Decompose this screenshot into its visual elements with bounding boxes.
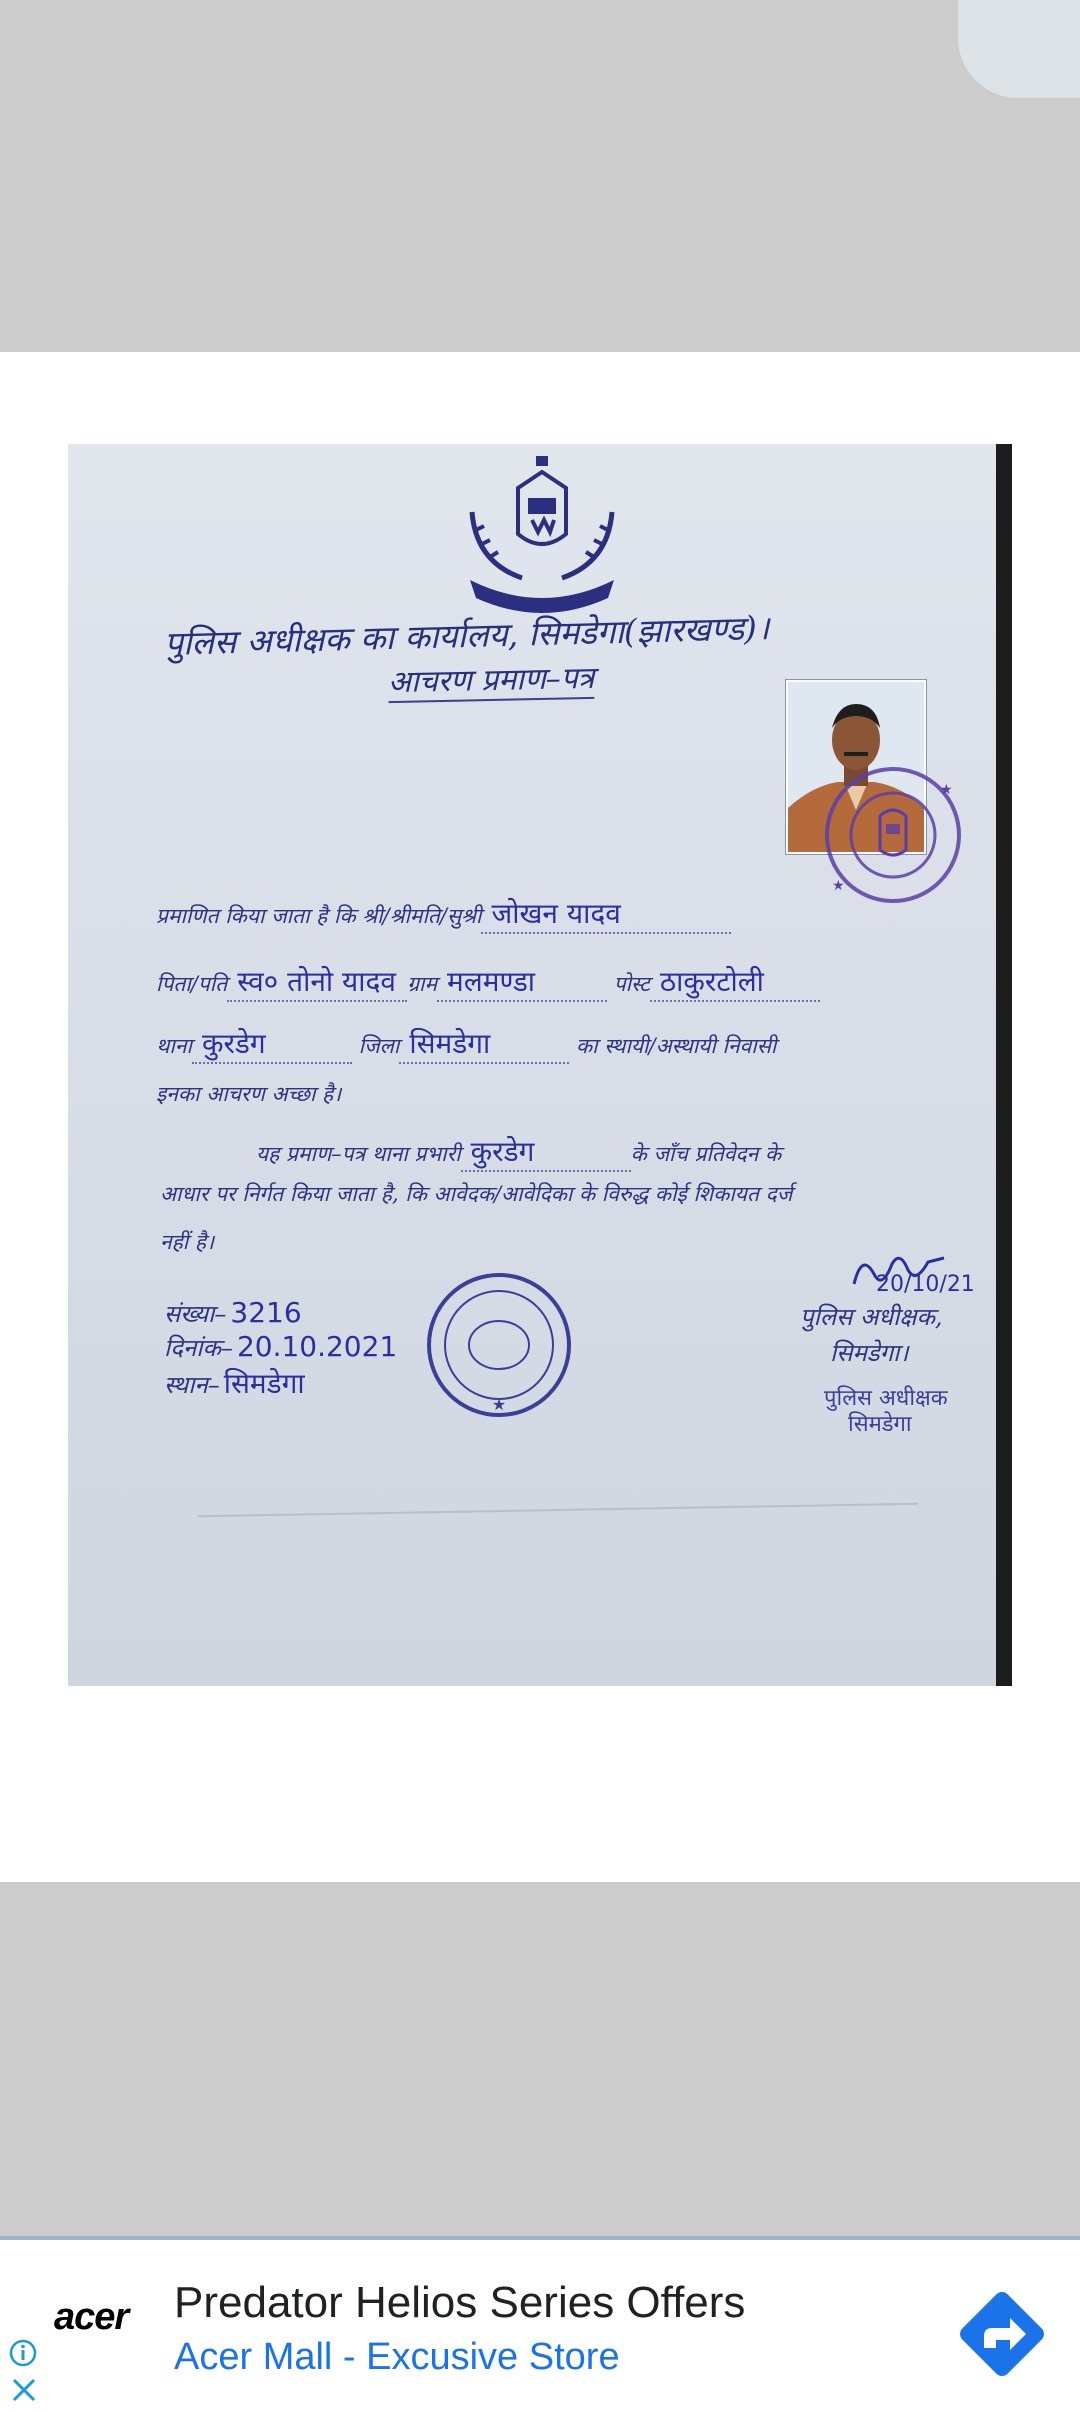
close-icon[interactable] <box>10 2376 38 2404</box>
number-label: संख्या– <box>164 1300 227 1328</box>
svg-text:★: ★ <box>940 782 953 798</box>
svg-text:★: ★ <box>491 1395 507 1414</box>
certify-line <box>156 894 731 934</box>
residence-suffix: का स्थायी/अस्थायी निवासी <box>576 1034 777 1058</box>
village-name: मलमण्डा <box>437 962 607 1002</box>
number-value: 3216 <box>230 1296 302 1329</box>
thana-name: कुरडेग <box>192 1024 352 1064</box>
father-name: स्व० तोनो यादव <box>227 962 407 1002</box>
report-prefix: यह प्रमाण–पत्र थाना प्रभारी <box>256 1142 461 1166</box>
no-complaint-line: नहीं है। <box>160 1230 215 1254</box>
ad-banner[interactable] <box>0 2236 1080 2412</box>
place-row <box>164 1364 309 1402</box>
place-value: सिमडेगा <box>223 1367 305 1400</box>
document-image <box>68 444 1012 1686</box>
district-name: सिमडेगा <box>399 1024 569 1064</box>
office-seal-icon <box>822 764 964 906</box>
office-title: पुलिस अधीक्षक का कार्यालय, सिमडेगा(झारखण्ड)। <box>163 608 770 663</box>
date-value: 20.10.2021 <box>236 1330 398 1363</box>
signatory-place: सिमडेगा। <box>830 1339 909 1367</box>
svg-text:★: ★ <box>832 878 845 894</box>
ad-subtitle[interactable]: Acer Mall - Excusive Store <box>174 2336 620 2378</box>
police-emblem-icon <box>432 452 652 622</box>
info-icon[interactable] <box>8 2338 38 2368</box>
bottom-gray-band <box>0 1882 1080 2238</box>
applicant-name: जोखन यादव <box>481 894 731 934</box>
brand-logo: acer <box>54 2296 129 2338</box>
certificate-title: आचरण प्रमाण–पत्र <box>388 656 595 703</box>
residence-line <box>156 1024 776 1064</box>
top-gray-band <box>0 0 1080 352</box>
district-label: जिला <box>358 1034 400 1058</box>
date-label: दिनांक– <box>164 1334 233 1362</box>
certify-prefix: प्रमाणित किया जाता है कि श्री/श्रीमति/सुश्री <box>156 904 482 928</box>
report-suffix: के जाँच प्रतिवेदन के <box>630 1142 782 1166</box>
round-seal-icon <box>424 1270 574 1420</box>
parent-line <box>156 962 820 1002</box>
stamp-place: सिमडेगा <box>848 1412 912 1437</box>
number-row <box>164 1296 306 1330</box>
post-label: पोस्ट <box>613 972 650 996</box>
directions-arrow-icon[interactable] <box>956 2288 1048 2380</box>
village-label: ग्राम <box>407 972 438 996</box>
certificate-paper <box>68 444 996 1686</box>
paper-crease <box>198 1503 918 1518</box>
signatory-title: पुलिस अधीक्षक, <box>800 1303 943 1331</box>
father-label: पिता/पति <box>156 972 228 996</box>
report-line <box>256 1132 781 1172</box>
stamp-title: पुलिस अधीक्षक <box>824 1386 948 1411</box>
signature-date: 20/10/21 <box>876 1272 975 1297</box>
issue-line: आधार पर निर्गत किया जाता है, कि आवेदक/आवेदिका के विरुद्ध कोई शिकायत दर्ज <box>160 1182 793 1206</box>
conduct-line: इनका आचरण अच्छा है। <box>156 1082 342 1106</box>
date-row <box>164 1330 401 1364</box>
place-label: स्थान– <box>164 1371 220 1399</box>
post-name: ठाकुरटोली <box>650 962 820 1002</box>
thana-label: थाना <box>156 1034 192 1058</box>
ad-title[interactable]: Predator Helios Series Offers <box>174 2278 746 2327</box>
report-thana: कुरडेग <box>461 1132 631 1172</box>
